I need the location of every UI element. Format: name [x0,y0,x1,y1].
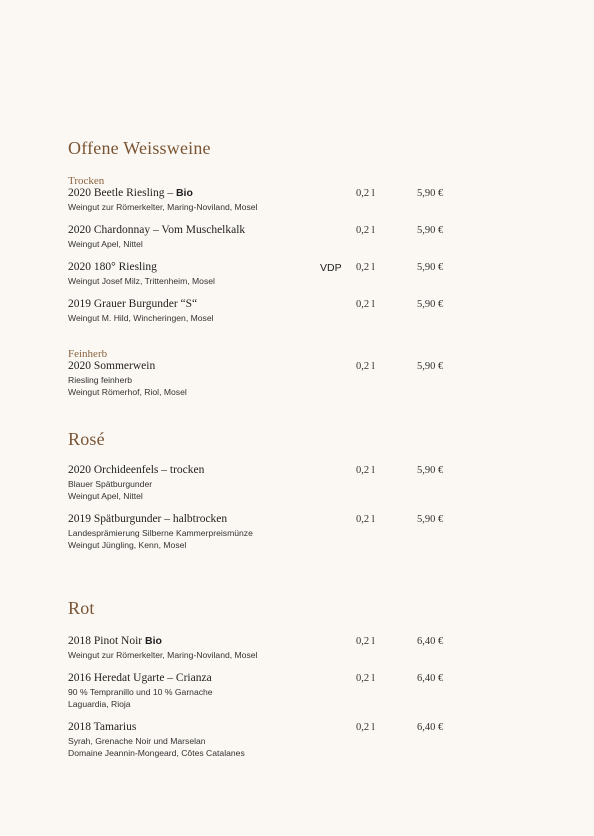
wine-detail: Weingut zur Römerkelter, Maring-Noviland, Mosel [68,650,258,660]
section-title-rose: Rosé [68,429,105,449]
wine-detail: Weingut Apel, Nittel [68,491,143,501]
wine-volume: 0,2 l [356,636,375,647]
wine-name: 2020 Orchideenfels – trocken [68,464,205,476]
wine-detail: Blauer Spätburgunder [68,479,153,489]
wine-price: 5,90 € [417,361,444,372]
wine-volume: 0,2 l [356,673,375,684]
wine-name: 2019 Spätburgunder – halbtrocken [68,513,228,525]
wine-volume: 0,2 l [356,188,375,199]
wine-detail: Weingut M. Hild, Wincheringen, Mosel [68,313,214,323]
wine-detail: 90 % Tempranillo und 10 % Garnache [68,687,213,697]
wine-detail: Domaine Jeannin-Mongeard, Côtes Catalanes [68,748,245,758]
wine-volume: 0,2 l [356,225,375,236]
wine-volume: 0,2 l [356,514,375,525]
wine-name: 2020 Beetle Riesling – Bio [68,187,193,199]
wine-detail: Laguardia, Rioja [68,699,131,709]
wine-price: 5,90 € [417,225,444,236]
wine-price: 5,90 € [417,465,444,476]
wine-detail: Weingut Römerhof, Riol, Mosel [68,387,187,397]
wine-name: 2019 Grauer Burgunder “S“ [68,298,198,310]
wine-volume: 0,2 l [356,299,375,310]
wine-detail: Weingut Jüngling, Kenn, Mosel [68,540,187,550]
wine-name: 2020 Chardonnay – Vom Muschelkalk [68,224,246,236]
wine-price: 6,40 € [417,722,444,733]
wine-volume: 0,2 l [356,465,375,476]
wine-name: 2018 Tamarius [68,721,137,733]
wine-price: 6,40 € [417,673,444,684]
wine-price: 5,90 € [417,299,444,310]
wine-volume: 0,2 l [356,262,375,273]
subheading-feinherb: Feinherb [68,348,108,360]
wine-name: 2020 180° Riesling [68,261,157,273]
wine-name: 2018 Pinot Noir Bio [68,635,162,647]
wine-detail: Syrah, Grenache Noir und Marselan [68,736,206,746]
wine-detail: Weingut Josef Milz, Trittenheim, Mosel [68,276,215,286]
wine-name: 2016 Heredat Ugarte – Crianza [68,672,212,684]
wine-price: 5,90 € [417,188,444,199]
bio-label: Bio [175,187,193,199]
wine-volume: 0,2 l [356,722,375,733]
wine-name: 2020 Sommerwein [68,360,156,372]
wine-detail: Weingut Apel, Nittel [68,239,143,249]
wine-detail: Riesling feinherb [68,375,133,385]
section-title-red: Rot [68,598,95,618]
subheading-trocken: Trocken [68,175,105,187]
vdp-label: VDP [320,262,342,274]
wine-price: 5,90 € [417,262,444,273]
wine-price: 6,40 € [417,636,444,647]
wine-detail: Landesprämierung Silberne Kammerpreismünze [68,528,253,538]
wine-detail: Weingut zur Römerkelter, Maring-Noviland, Mosel [68,202,258,212]
wine-price: 5,90 € [417,514,444,525]
bio-label: Bio [145,635,162,647]
wine-volume: 0,2 l [356,361,375,372]
section-title-white: Offene Weissweine [68,138,211,158]
